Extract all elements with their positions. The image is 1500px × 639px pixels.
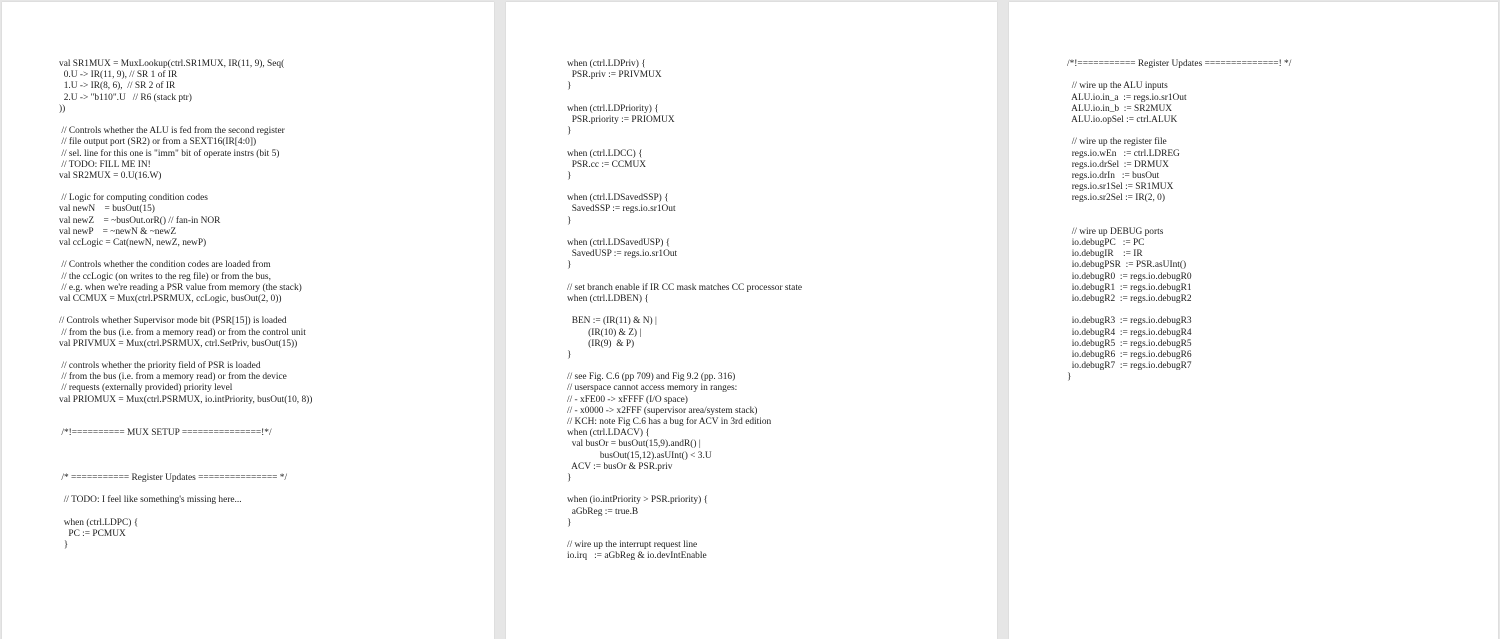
code-line: // TODO: I feel like something's missing here... [59,495,242,506]
code-line: val busOr = busOut(15,9).andR() | [567,439,701,450]
code-line [567,484,802,495]
code-line: // Controls whether the ALU is fed from the second register [59,126,285,137]
code-line [1067,126,1291,137]
code-line: // wire up the register file [1067,137,1167,148]
code-line: val ccLogic = Cat(newN, newZ, newP) [59,238,207,248]
code-line [567,93,802,104]
code-line: val newZ = ~busOut.orR() // fan-in NOR [59,215,221,226]
code-line [567,227,802,238]
code-line: // Controls whether the condition codes are loaded from [59,260,271,271]
code-line: // e.g. when we're reading a PSR value from memory (the stack) [59,282,302,293]
code-line [59,439,312,450]
code-line: } [567,260,572,271]
code-line: busOut(15,12).asUInt() < 3.U [567,450,712,461]
page-2-text [567,59,802,562]
code-line [1067,305,1291,316]
code-line: // file output port (SR2) or from a SEXT16(IR[4:0]) [59,137,257,148]
code-line [567,272,802,283]
code-line: } [1067,372,1072,383]
code-line: when (ctrl.LDSavedSSP) { [567,193,669,204]
code-line: ACV := busOr & PSR.priv [567,461,673,472]
code-line: ALU.io.in_b := SR2MUX [1067,103,1173,114]
code-line: SavedUSP := regs.io.sr1Out [567,249,678,260]
code-line: /*!========== MUX SETUP ===============!*/ [59,428,272,439]
code-line: regs.io.sr1Sel := SR1MUX [1067,182,1174,193]
code-line: 0.U -> IR(11, 9), // SR 1 of IR [59,70,178,81]
code-line: } [567,126,572,137]
code-line: val CCMUX = Mux(ctrl.PSRMUX, ccLogic, busOut(2, 0)) [59,293,282,304]
code-line: regs.io.drIn := busOut [1067,170,1160,181]
code-line: when (ctrl.LDPriority) { [567,103,659,114]
code-line [567,137,802,148]
code-line: when (ctrl.LDSavedUSP) { [567,238,671,248]
code-line: PSR.cc := CCMUX [567,159,646,170]
code-line: // the ccLogic (on writes to the reg file) or from the bus, [59,271,271,282]
code-line: PSR.priv := PRIVMUX [567,70,662,81]
code-line [567,361,802,372]
code-line: val newP = ~newN & ~newZ [59,226,177,237]
code-line: // set branch enable if IR CC mask matches CC processor state [567,282,803,293]
code-line [1067,216,1291,227]
code-line: 1.U -> IR(8, 6), // SR 2 of IR [59,81,176,92]
code-line [59,182,312,193]
code-line: io.debugR6 := regs.io.debugR6 [1067,349,1192,360]
code-line: // sel. line for this one is "imm" bit of operate instrs (bit 5) [59,148,280,159]
code-line [59,462,312,473]
code-line [567,182,802,193]
code-line: io.debugR2 := regs.io.debugR2 [1067,293,1192,304]
code-line: // KCH: note Fig C.6 has a bug for ACV in 3rd edition [567,417,772,427]
code-line: val SR1MUX = MuxLookup(ctrl.SR1MUX, IR(11, 9), Seq( [59,59,285,69]
code-line: (IR(10) & Z) | [567,327,642,338]
code-line: // controls whether the priority field of PSR is loaded [59,361,261,372]
code-line: val PRIVMUX = Mux(ctrl.PSRMUX, ctrl.SetPriv, busOut(15)) [59,338,298,349]
code-line: when (ctrl.LDPC) { [59,517,139,528]
code-line: BEN := (IR(11) & N) | [567,316,657,327]
code-line: } [59,540,69,551]
code-line: // wire up the interrupt request line [567,540,698,551]
code-line: // Logic for computing condition codes [59,193,208,204]
code-line: ALU.io.in_a := regs.io.sr1Out [1067,92,1187,103]
document-page-3[interactable] [1009,2,1498,639]
code-line: // wire up the ALU inputs [1067,81,1168,92]
code-line: io.debugR3 := regs.io.debugR3 [1067,316,1192,327]
code-line: io.debugIR := IR [1067,249,1143,260]
code-line: io.debugR7 := regs.io.debugR7 [1067,361,1192,372]
code-line: // TODO: FILL ME IN! [59,159,151,170]
code-line [59,305,312,316]
code-line: when (ctrl.LDACV) { [567,428,650,439]
code-line: regs.io.drSel := DRMUX [1067,159,1169,170]
page-1-text [59,59,312,551]
code-line: PC := PCMUX [59,528,126,539]
code-line: /* =========== Register Updates =============== */ [59,472,288,483]
code-line: aGbReg := true.B [567,506,639,517]
code-line: } [567,170,572,181]
code-line: // requests (externally provided) priority level [59,383,233,394]
code-line: io.debugR0 := regs.io.debugR0 [1067,271,1192,282]
code-line: } [567,517,572,528]
code-line: when (ctrl.LDBEN) { [567,293,649,304]
code-line: // see Fig. C.6 (pp 709) and Fig 9.2 (pp. 316) [567,372,736,383]
code-line: SavedSSP := regs.io.sr1Out [567,204,676,215]
code-line: val SR2MUX = 0.U(16.W) [59,170,162,181]
code-line: } [567,81,572,92]
code-line: // userspace cannot access memory in ranges: [567,383,738,394]
code-line: // - x0000 -> x2FFF (supervisor area/system stack) [567,405,758,416]
code-line [567,305,802,316]
code-line [59,115,312,126]
code-line [59,249,312,260]
page-3-text [1067,59,1291,383]
code-line: val newN = busOut(15) [59,204,155,215]
document-page-2[interactable] [506,2,997,639]
code-line: // from the bus (i.e. from a memory read) or from the device [59,372,287,383]
code-line: io.debugR4 := regs.io.debugR4 [1067,327,1192,338]
code-line: regs.io.sr2Sel := IR(2, 0) [1067,193,1165,204]
code-line: PSR.priority := PRIOMUX [567,114,675,125]
code-line: )) [59,103,66,114]
code-line: when (ctrl.LDCC) { [567,148,643,159]
code-line [59,484,312,495]
code-line [59,417,312,428]
code-line: regs.io.wEn := ctrl.LDREG [1067,148,1180,159]
code-line: when (io.intPriority > PSR.priority) { [567,495,709,506]
code-line: /*!=========== Register Updates ==============! */ [1067,59,1292,69]
code-line: io.debugR1 := regs.io.debugR1 [1067,282,1192,293]
code-line: // wire up DEBUG ports [1067,226,1164,237]
code-line: when (ctrl.LDPriv) { [567,59,646,69]
code-line: io.debugR5 := regs.io.debugR5 [1067,338,1192,349]
code-line: // from the bus (i.e. from a memory read) or from the control unit [59,327,306,338]
code-line: io.debugPC := PC [1067,238,1145,248]
code-line [59,350,312,361]
code-line: (IR(9) & P) [567,338,635,349]
code-line: 2.U -> "b110".U // R6 (stack ptr) [59,92,192,103]
code-line: io.irq := aGbReg & io.devIntEnable [567,551,707,562]
code-line: } [567,349,572,360]
code-line [1067,204,1291,215]
code-line: ALU.io.opSel := ctrl.ALUK [1067,114,1178,125]
code-line [59,406,312,417]
code-line [567,529,802,540]
code-line: io.debugPSR := PSR.asUInt() [1067,260,1187,271]
code-line [59,451,312,462]
code-line [59,507,312,518]
code-line: // Controls whether Supervisor mode bit (PSR[15]) is loaded [59,316,287,327]
code-line: // - xFE00 -> xFFFF (I/O space) [567,394,688,405]
code-line [1067,70,1291,81]
code-line: val PRIOMUX = Mux(ctrl.PSRMUX, io.intPriority, busOut(10, 8)) [59,394,313,405]
code-line: } [567,215,572,226]
document-page-1[interactable] [2,2,494,639]
code-line: } [567,472,572,483]
